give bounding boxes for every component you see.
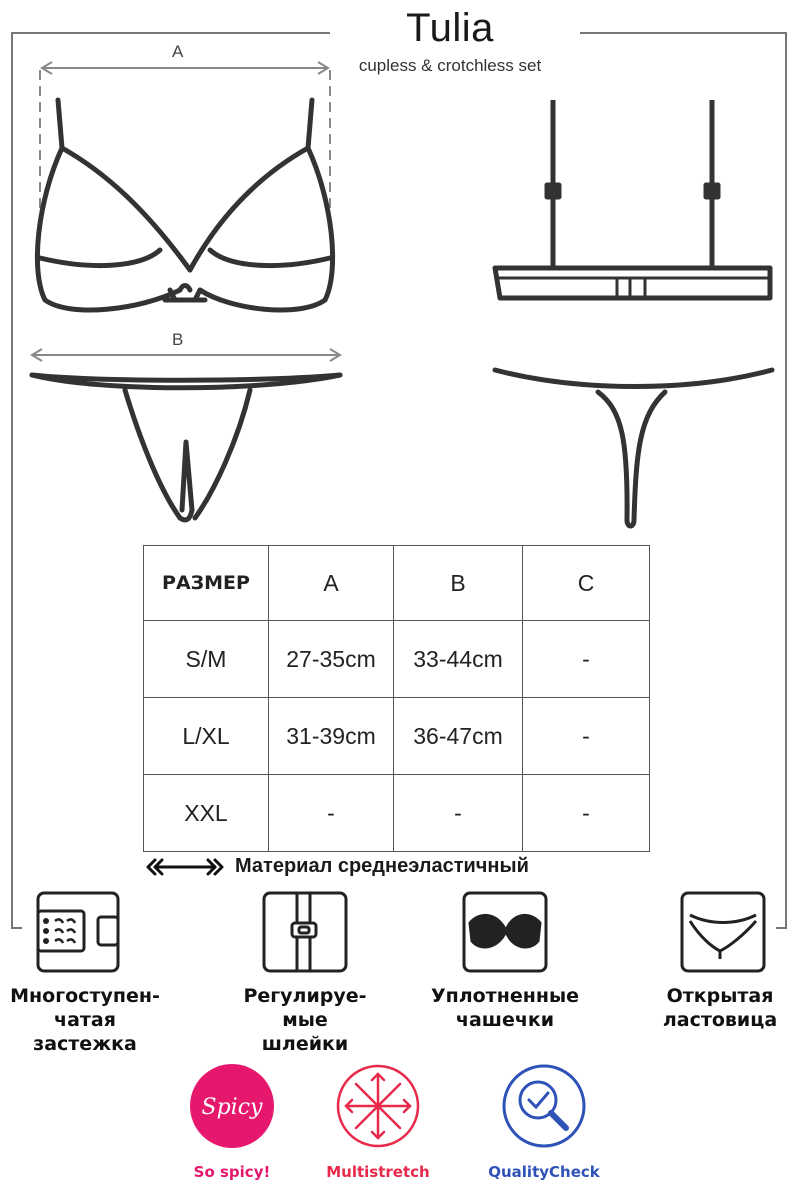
table-row	[144, 621, 650, 698]
stretch-arrow-icon	[145, 857, 225, 877]
badge-label-quality: QualityCheck	[488, 1163, 600, 1181]
panty-front-drawing	[32, 375, 340, 520]
feature-label-cups: Уплотненные чашечки	[430, 985, 580, 1031]
table-row	[144, 775, 650, 852]
dimension-b-label: B	[172, 330, 184, 349]
value-cell: -	[269, 775, 394, 852]
dimension-a-line	[40, 62, 330, 230]
header-cell: A	[269, 546, 394, 621]
size-cell: S/M	[144, 621, 269, 698]
value-cell: 33-44cm	[394, 621, 523, 698]
badge-label-multistretch: Multistretch	[326, 1163, 430, 1181]
header-cell: РАЗМЕР	[144, 546, 269, 621]
badge-label-spicy: So spicy!	[193, 1163, 271, 1181]
garment-diagram	[0, 0, 800, 540]
spicy-badge-icon	[190, 1064, 274, 1148]
open-crotch-icon	[682, 893, 764, 971]
size-table-header-row	[144, 546, 650, 621]
product-title: Tulia	[406, 6, 494, 50]
spicy-badge-text: Spicy	[201, 1095, 263, 1120]
hook-clasp-icon	[38, 893, 118, 971]
multistretch-icon	[338, 1066, 418, 1146]
feature-label-clasp: Многоступен- чатая застежка	[10, 985, 160, 1055]
panty-back-drawing	[495, 370, 772, 526]
value-cell: 27-35cm	[269, 621, 394, 698]
bra-back-drawing	[495, 100, 770, 298]
value-cell: -	[523, 621, 650, 698]
feature-label-crotch: Открытая ластовица	[662, 985, 778, 1031]
feature-label-straps: Регулируе- мые шлейки	[243, 985, 367, 1055]
padded-cups-icon	[464, 893, 546, 971]
badge-icons	[0, 1060, 800, 1150]
dimension-b-line	[32, 349, 340, 361]
bra-front-drawing	[37, 100, 332, 310]
value-cell: -	[523, 775, 650, 852]
header-cell: B	[394, 546, 523, 621]
product-subtitle: cupless & crotchless set	[358, 56, 542, 75]
value-cell: 31-39cm	[269, 698, 394, 775]
dimension-a-label: A	[172, 42, 184, 61]
material-note-text: Материал среднеэластичный	[235, 855, 529, 877]
header-cell: C	[523, 546, 650, 621]
value-cell: 36-47cm	[394, 698, 523, 775]
material-note	[145, 855, 645, 878]
value-cell: -	[523, 698, 650, 775]
size-cell: XXL	[144, 775, 269, 852]
size-cell: L/XL	[144, 698, 269, 775]
table-row	[144, 698, 650, 775]
quality-check-icon	[504, 1066, 584, 1146]
adjustable-strap-icon	[264, 893, 346, 971]
value-cell: -	[394, 775, 523, 852]
size-table	[143, 545, 650, 852]
feature-icons	[0, 885, 800, 985]
